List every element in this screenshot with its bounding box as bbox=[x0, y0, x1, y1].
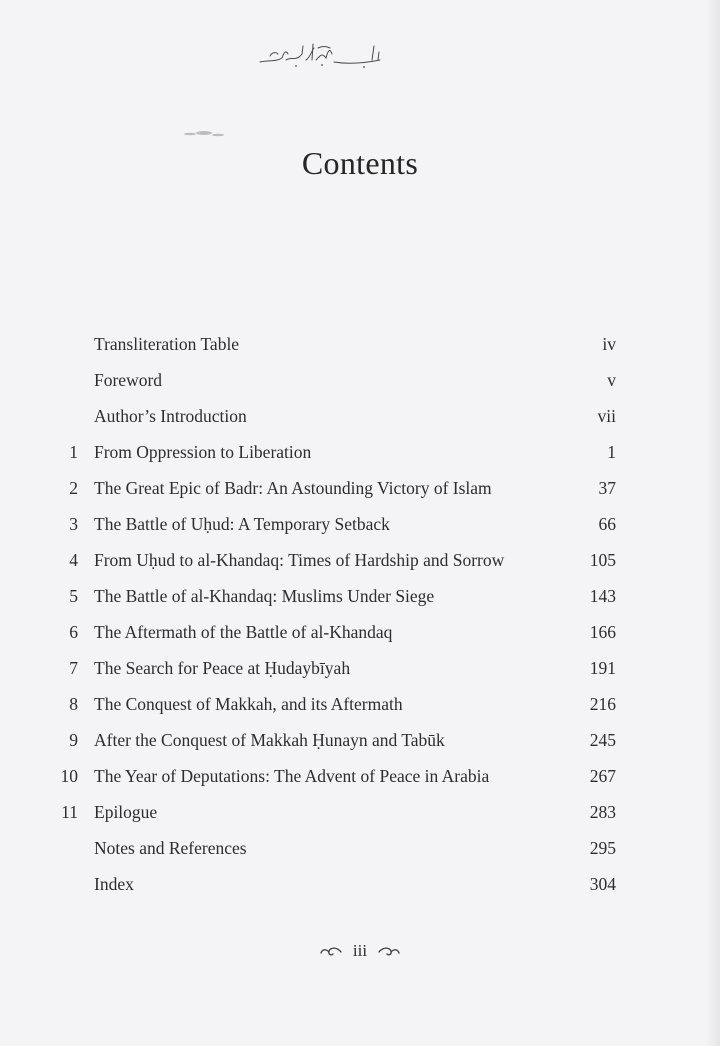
toc-entry bbox=[0, 874, 720, 906]
page-number: 37 bbox=[598, 478, 616, 498]
toc-entry bbox=[0, 586, 720, 618]
toc-entry bbox=[0, 370, 720, 402]
chapter-number: 10 bbox=[60, 766, 78, 786]
chapter-number: 4 bbox=[69, 550, 78, 570]
page-number: 216 bbox=[589, 694, 616, 714]
toc-entry bbox=[0, 550, 720, 582]
chapter-number: 6 bbox=[69, 622, 78, 642]
page-number: 304 bbox=[589, 874, 616, 894]
folio-number: iii bbox=[352, 941, 368, 960]
chapter-title: Epilogue bbox=[94, 802, 158, 822]
toc-entry bbox=[0, 838, 720, 870]
folio-ornament-left-icon bbox=[319, 946, 343, 958]
folio-ornament-right-icon bbox=[377, 946, 401, 958]
page-number: v bbox=[607, 370, 616, 390]
chapter-title: Transliteration Table bbox=[94, 334, 240, 354]
chapter-title: Index bbox=[94, 874, 134, 894]
toc-entry bbox=[0, 442, 720, 474]
chapter-number: 2 bbox=[69, 478, 78, 498]
page-number: 105 bbox=[589, 550, 616, 570]
page-number: 143 bbox=[589, 586, 616, 606]
chapter-title: From Oppression to Liberation bbox=[94, 442, 312, 462]
toc-entry bbox=[0, 514, 720, 546]
chapter-title: Notes and References bbox=[94, 838, 247, 858]
page-number: 283 bbox=[589, 802, 616, 822]
page-number: 295 bbox=[589, 838, 616, 858]
chapter-number: 3 bbox=[69, 514, 78, 534]
page-number: 66 bbox=[598, 514, 616, 534]
chapter-title: The Battle of al-Khandaq: Muslims Under Siege bbox=[94, 586, 435, 606]
basmala-calligraphy-icon bbox=[256, 40, 388, 70]
page-number: 1 bbox=[607, 442, 616, 462]
toc-entry bbox=[0, 658, 720, 690]
toc-entry bbox=[0, 802, 720, 834]
chapter-title: From Uḥud to al-Khandaq: Times of Hardship and Sorrow bbox=[94, 550, 505, 570]
chapter-number: 5 bbox=[69, 586, 78, 606]
toc-entry bbox=[0, 622, 720, 654]
toc-entry bbox=[0, 406, 720, 438]
page-number: 166 bbox=[589, 622, 616, 642]
chapter-title: The Year of Deputations: The Advent of Peace in Arabia bbox=[94, 766, 490, 786]
chapter-title: The Search for Peace at Ḥudaybīyah bbox=[94, 658, 351, 678]
chapter-number: 1 bbox=[69, 442, 78, 462]
chapter-title: Foreword bbox=[94, 370, 163, 390]
chapter-number: 9 bbox=[69, 730, 78, 750]
page-number: vii bbox=[597, 406, 616, 426]
chapter-number: 8 bbox=[69, 694, 78, 714]
page-number: 267 bbox=[589, 766, 616, 786]
page-number: 245 bbox=[589, 730, 616, 750]
chapter-number: 11 bbox=[61, 802, 78, 822]
chapter-title: The Conquest of Makkah, and its Aftermath bbox=[94, 694, 403, 714]
chapter-title: The Battle of Uḥud: A Temporary Setback bbox=[94, 514, 390, 534]
toc-entry bbox=[0, 766, 720, 798]
chapter-number: 7 bbox=[69, 658, 78, 678]
page-number: 191 bbox=[589, 658, 616, 678]
chapter-title: The Great Epic of Badr: An Astounding Victory of Islam bbox=[94, 478, 492, 498]
page-title: Contents bbox=[301, 145, 419, 181]
toc-entry bbox=[0, 334, 720, 366]
chapter-title: Author’s Introduction bbox=[94, 406, 247, 426]
toc-entry bbox=[0, 694, 720, 726]
page-folio bbox=[0, 941, 720, 961]
toc-entry bbox=[0, 478, 720, 510]
page-number: iv bbox=[602, 334, 616, 354]
chapter-title: After the Conquest of Makkah Ḥunayn and Tabūk bbox=[94, 730, 445, 750]
print-smudge bbox=[178, 128, 230, 140]
chapter-title: The Aftermath of the Battle of al-Khandaq bbox=[94, 622, 393, 642]
toc-entry bbox=[0, 730, 720, 762]
